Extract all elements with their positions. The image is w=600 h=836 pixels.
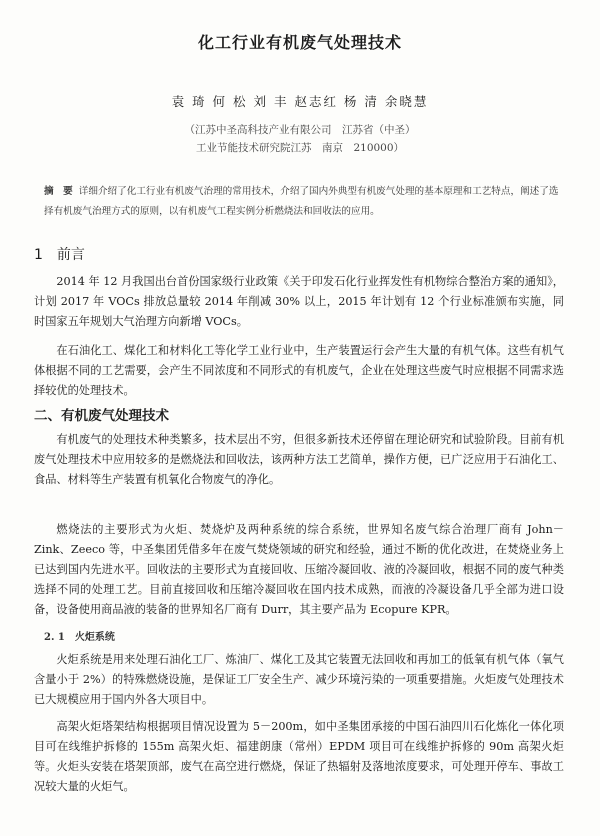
tech-paragraph-2: 燃烧法的主要形式为火炬、焚烧炉及两种系统的综合系统，世界知名废气综合治理厂商有 John－Zink、Zeeco 等，中圣集团凭借多年在废气焚烧领域的研究和经验，通过不断的优化改进，在焚烧业务上已达到国内先进水平。回收法的主要形式为直接回收、压缩冷凝回收、液的冷凝回收，根据不同的废气种类选择不同的处理工艺。目前直接回收和压缩冷凝回收在国内技术成熟，而液的冷凝设备几乎全部为进口设备，设备使用商品液的装备的世界知名厂商有 Durr，其主要产品为 Ecopure KPR。 [34, 523, 564, 616]
affiliation-line-2: 工业节能技术研究院江苏 南京 210000） [195, 142, 405, 154]
affiliation-line-1: （江苏中圣高科技产业有限公司 江苏省（中圣） [184, 124, 416, 136]
abstract-label: 摘 要 [44, 186, 73, 197]
intro-paragraph-2: 在石油化工、煤化工和材料化工等化学工业行业中，生产装置运行会产生大量的有机气体。这些有机气体根据不同的工艺需要，会产生不同浓度和不同形式的有机废气，企业在处理这些废气时应根据不同需求选择较优的处理技术。 [34, 344, 564, 397]
article-title: 化工行业有机废气处理技术 [197, 33, 402, 52]
section-1-title: 前言 [56, 247, 85, 263]
section-2-heading: 二、有机废气处理技术 [34, 408, 169, 424]
abstract [44, 182, 564, 222]
subsection-2-1-heading: 2. 1 火炬系统 [44, 632, 115, 643]
author-list: 袁 琦 何 松 刘 丰 赵志红 杨 清 余晓慧 [171, 94, 429, 109]
section-1-heading [34, 244, 85, 264]
flare-paragraph-2: 高架火炬塔架结构根据项目情况设置为 5－200m，如中圣集团承接的中国石油四川石化炼化一体化项目可在线维护拆修的 155m 高架火炬、福建朗康（常州）EPDM 项目可在线维护拆修的 90m 高架火炬等。火炬头安装在塔架顶部，废气在高空进行燃烧，保证了热辐射及落地浓度要求，可处理开停车、事故工况较大量的火炬气。 [34, 720, 564, 793]
flare-paragraph-1: 火炬系统是用来处理石油化工厂、炼油厂、煤化工及其它装置无法回收和再加工的低氧有机气体（氧气含量小于 2%）的特殊燃烧设施，是保证工厂安全生产、减少环境污染的一项重要措施。火炬废气处理技术已大规模应用于国内外各大项目中。 [34, 653, 564, 706]
section-1-number: 1 [34, 247, 43, 263]
tech-paragraph-1: 有机废气的处理技术种类繁多，技术层出不穷，但很多新技术还停留在理论研究和试验阶段。目前有机废气处理技术中应用较多的是燃烧法和回收法，该两种方法工艺简单，操作方便，已广泛应用于石油化工、食品、材料等生产装置有机氧化合物废气的净化。 [34, 433, 564, 486]
intro-paragraph-1: 2014 年 12 月我国出台首份国家级行业政策《关于印发石化行业挥发性有机物综合整治方案的通知》，计划 2017 年 VOCs 排放总量较 2014 年削减 30% 以上，2015 年计划有 12 个行业标准颁布实施，同时国家五年规划大气治理方向新增 VOCs。 [34, 275, 564, 328]
abstract-text: 详细介绍了化工行业有机废气治理的常用技术，介绍了国内外典型有机废气处理的基本原理和工艺特点，阐述了选择有机废气治理方式的原则，以有机废气工程实例分析燃烧法和回收法的应用。 [44, 186, 559, 217]
